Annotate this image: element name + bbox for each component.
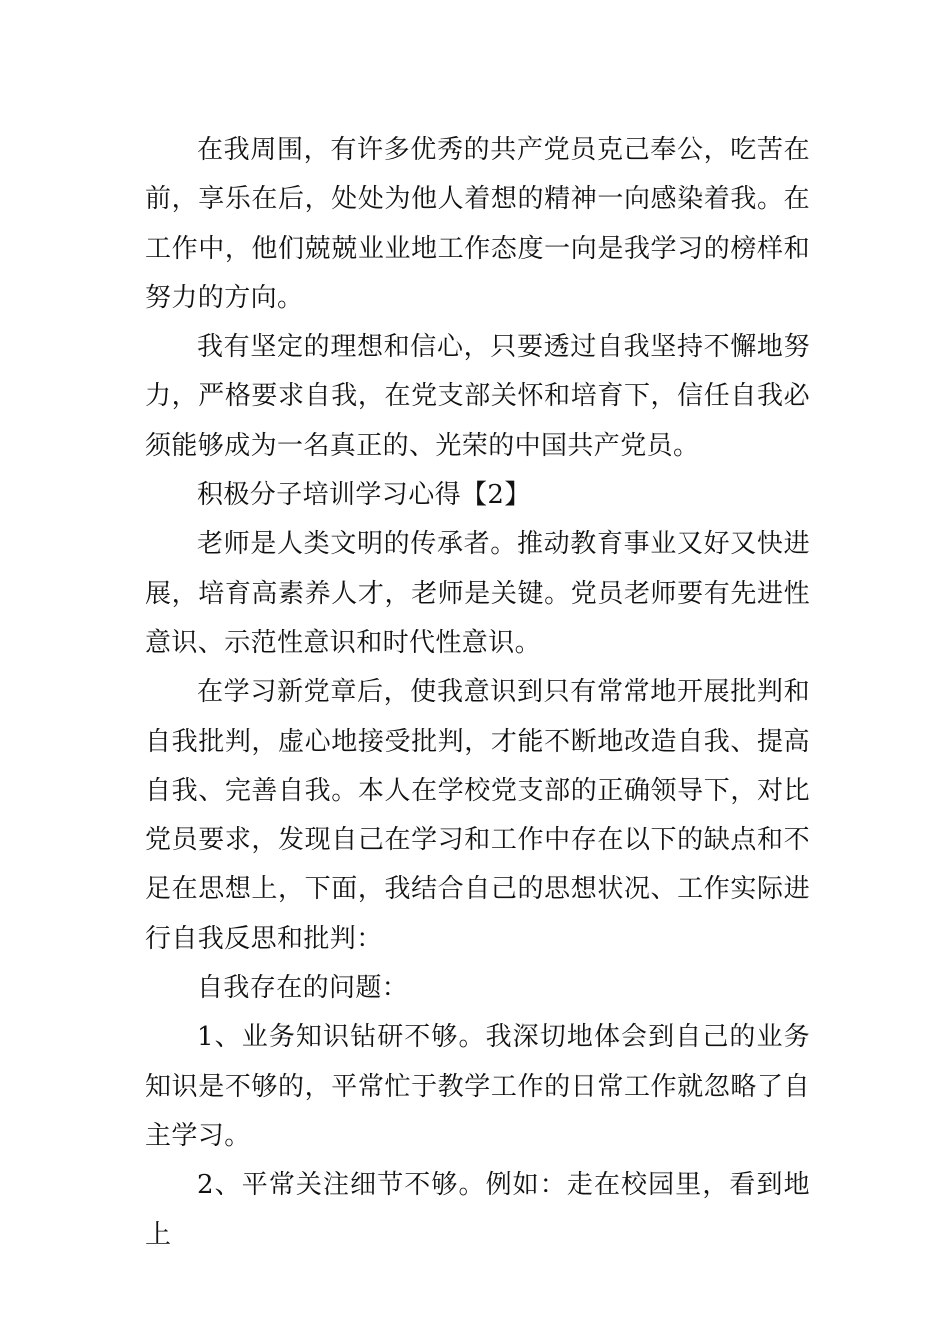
paragraph-4: 在学习新党章后，使我意识到只有常常地开展批判和自我批判，虚心地接受批判，才能不断地改造自我、提高自我、完善自我。本人在学校党支部的正确领导下，对比党员要求，发现自己在学习和工作中存在以下的缺点和不足在思想上，下面，我结合自己的思想状况、工作实际进行自我反思和批判： bbox=[145, 677, 810, 954]
document-body bbox=[145, 126, 810, 1260]
paragraph-3: 老师是人类文明的传承者。推动教育事业又好又快进展，培育高素养人才，老师是关键。党员老师要有先进性意识、示范性意识和时代性意识。 bbox=[145, 529, 810, 658]
section-heading: 积极分子培训学习心得【2】 bbox=[197, 480, 531, 511]
paragraph-1: 在我周围，有许多优秀的共产党员克己奉公，吃苦在前，享乐在后，处处为他人着想的精神一向感染着我。在工作中，他们兢兢业业地工作态度一向是我学习的榜样和努力的方向。 bbox=[145, 135, 810, 313]
problems-heading: 自我存在的问题： bbox=[197, 973, 409, 1004]
list-item-2: 2、平常关注细节不够。例如：走在校园里，看到地上 bbox=[145, 1170, 810, 1250]
list-item-1: 1、业务知识钻研不够。我深切地体会到自己的业务知识是不够的，平常忙于教学工作的日常工作就忽略了自主学习。 bbox=[145, 1022, 810, 1151]
paragraph-2: 我有坚定的理想和信心，只要透过自我坚持不懈地努力，严格要求自我，在党支部关怀和培育下，信任自我必须能够成为一名真正的、光荣的中国共产党员。 bbox=[145, 332, 810, 461]
